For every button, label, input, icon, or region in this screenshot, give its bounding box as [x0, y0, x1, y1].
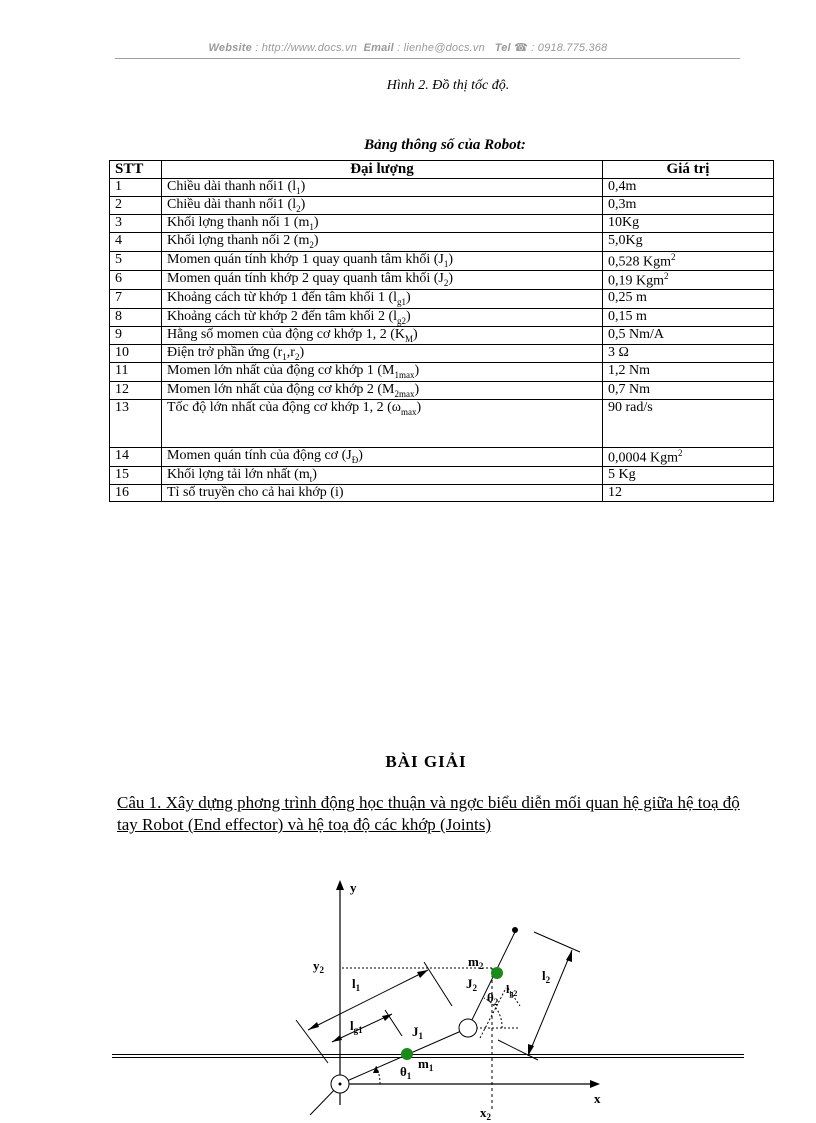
table-row — [110, 271, 774, 290]
row-quantity — [162, 233, 603, 251]
quantity-text: Momen quán tính khớp 2 quay quanh tâm khối (J — [167, 271, 444, 287]
m2-label: $m_2$ — [468, 954, 484, 971]
row-stt: 12 — [110, 381, 162, 399]
quantity-text: Chiều dài thanh nối1 (l — [167, 196, 297, 212]
row-quantity — [162, 399, 603, 447]
row-stt: 8 — [110, 308, 162, 326]
robot-arm-diagram — [280, 870, 620, 1123]
table-row — [110, 196, 774, 214]
row-stt: 15 — [110, 467, 162, 485]
solution-title: BÀI GIẢI — [385, 752, 467, 771]
l2-label: $l_2$ — [542, 968, 551, 985]
value-text: 5 Kg — [608, 467, 636, 483]
quantity-subscript: Đ — [351, 454, 359, 465]
row-quantity — [162, 215, 603, 233]
quantity-subscript: 1max — [394, 370, 415, 381]
row-quantity — [162, 308, 603, 326]
value-text: 0,528 Kgm — [608, 254, 671, 270]
quantity-text: ) — [416, 399, 422, 415]
quantity-subscript: g2 — [397, 315, 406, 326]
quantity-subscript: t — [309, 473, 313, 484]
quantity-text: ) — [448, 271, 454, 287]
row-stt: 9 — [110, 326, 162, 344]
quantity-text: ) — [300, 196, 306, 212]
table-row — [110, 233, 774, 251]
quantity-text: Tỉ số truyền cho cả hai khớp (i) — [167, 485, 344, 501]
quantity-text: Momen quán tính của động cơ (J — [167, 447, 352, 463]
row-quantity — [162, 363, 603, 381]
lg1-label: $l_{g1}$ — [350, 1018, 363, 1035]
value-superscript: 2 — [678, 447, 683, 458]
header-divider — [115, 58, 740, 59]
header-value: Giá trị — [603, 161, 774, 179]
dimension-l1-arrow-icon — [308, 1022, 319, 1030]
lg2-label: $l_{g2}$ — [506, 982, 518, 998]
row-quantity — [162, 196, 603, 214]
joint-2-icon — [459, 1019, 477, 1037]
row-value — [603, 345, 774, 363]
row-stt: 3 — [110, 215, 162, 233]
l1-label: $l_1$ — [352, 976, 361, 993]
row-value — [603, 233, 774, 251]
row-stt: 7 — [110, 290, 162, 308]
table-row — [110, 308, 774, 326]
row-quantity — [162, 271, 603, 290]
theta2-label: $\theta_2$ — [487, 990, 499, 1007]
quantity-text: Chiều dài thanh nối1 (l — [167, 178, 297, 194]
tel-label: Tel — [494, 42, 511, 54]
extension-line — [424, 962, 452, 1006]
quantity-text: ) — [414, 381, 420, 397]
m1-label: $m_1$ — [418, 1056, 434, 1073]
table-row — [110, 363, 774, 381]
row-value — [603, 251, 774, 270]
dimension-l2-arrow-icon — [566, 950, 572, 962]
axis-y-label: y — [350, 880, 357, 895]
quantity-text: ) — [413, 326, 418, 342]
theta1-label: $\theta_1$ — [400, 1064, 412, 1081]
row-quantity — [162, 485, 603, 502]
table-body — [110, 178, 774, 501]
row-stt: 10 — [110, 345, 162, 363]
header-quantity: Đại lượng — [162, 161, 603, 179]
quantity-text: Khối lợng thanh nối 1 (m — [167, 215, 310, 231]
quantity-text: ) — [414, 363, 420, 379]
table-title: Bảng thông số của Robot: — [364, 137, 526, 153]
y2-label: $y_2$ — [313, 958, 324, 975]
row-quantity — [162, 326, 603, 344]
phone-icon: ☎ — [514, 42, 528, 54]
value-superscript: 2 — [671, 251, 676, 262]
quantity-text: Điện trở phần ứng (r — [167, 345, 283, 361]
row-quantity — [162, 447, 603, 466]
page-header — [0, 41, 816, 54]
row-stt: 13 — [110, 399, 162, 447]
j2-label: $J_2$ — [466, 976, 477, 993]
row-stt: 2 — [110, 196, 162, 214]
row-value — [603, 485, 774, 502]
quantity-text: ) — [448, 251, 454, 267]
quantity-subscript: 1 — [443, 258, 449, 269]
value-text: 0,3m — [608, 196, 637, 212]
table-header-row — [110, 161, 774, 179]
quantity-subscript: 2 — [294, 351, 300, 362]
x2-label: $x_2$ — [480, 1105, 491, 1122]
row-value — [603, 290, 774, 308]
quantity-subscript: 2 — [443, 277, 449, 288]
value-text: 0,5 Nm/A — [608, 326, 664, 342]
quantity-subscript: M — [405, 333, 414, 344]
table-row — [110, 345, 774, 363]
row-quantity — [162, 178, 603, 196]
quantity-subscript: g1 — [397, 297, 406, 308]
quantity-text: ) — [406, 290, 411, 306]
quantity-text: ) — [299, 345, 305, 361]
value-text: 10Kg — [608, 215, 640, 231]
quantity-text: Khối lợng tải lớn nhất (m — [167, 467, 310, 483]
value-text: 0,15 m — [608, 308, 647, 324]
row-stt: 1 — [110, 178, 162, 196]
row-quantity — [162, 251, 603, 270]
table-row — [110, 178, 774, 196]
email-label: Email — [363, 42, 394, 54]
question-1: Câu 1. Xây dựng phơng trình động học thuận và ngợc biểu diễn mối quan hệ giữa hệ toạ độ tay Robot (End effector) và hệ toạ độ các khớp (Joints) — [117, 793, 740, 834]
row-value — [603, 326, 774, 344]
value-text: 90 rad/s — [608, 399, 653, 415]
j1-label: $J_1$ — [412, 1024, 423, 1041]
quantity-subscript: 2max — [394, 388, 415, 399]
dimension-l2 — [528, 950, 572, 1056]
value-text: 0,0004 Kgm — [608, 450, 678, 466]
link-2 — [468, 932, 518, 1028]
value-text: 1,2 Nm — [608, 363, 650, 379]
table-row — [110, 485, 774, 502]
quantity-text: Momen lớn nhất của động cơ khớp 2 (M — [167, 381, 395, 397]
table-row — [110, 381, 774, 399]
quantity-subscript: 1 — [296, 185, 301, 196]
value-text: 5,0Kg — [608, 233, 643, 249]
extension-line — [385, 1010, 402, 1036]
dimension-l2-arrow-icon — [528, 1044, 534, 1056]
row-value — [603, 447, 774, 466]
quantity-text: ,r — [286, 345, 295, 361]
extension-line — [498, 1040, 538, 1060]
row-value — [603, 178, 774, 196]
quantity-text: Khoảng cách từ khớp 2 đến tâm khối 2 (l — [167, 308, 397, 324]
value-text: 0,7 Nm — [608, 381, 650, 397]
row-stt: 6 — [110, 271, 162, 290]
quantity-text: ) — [312, 467, 317, 483]
table-row — [110, 215, 774, 233]
table-row — [110, 251, 774, 270]
mass-2-icon — [491, 967, 503, 979]
quantity-text: Momen lớn nhất của động cơ khớp 1 (M — [167, 363, 395, 379]
row-value — [603, 215, 774, 233]
row-stt: 5 — [110, 251, 162, 270]
value-superscript: 2 — [664, 271, 669, 282]
row-quantity — [162, 345, 603, 363]
header-stt: STT — [110, 161, 162, 179]
value-text: 0,4m — [608, 178, 637, 194]
row-value — [603, 381, 774, 399]
row-stt: 11 — [110, 363, 162, 381]
value-text: 3 Ω — [608, 345, 629, 361]
quantity-text: ) — [313, 215, 319, 231]
extension-line — [534, 932, 580, 952]
table-row — [110, 290, 774, 308]
quantity-text: ) — [300, 178, 306, 194]
mass-1-icon — [401, 1048, 413, 1060]
row-value — [603, 196, 774, 214]
quantity-subscript: 1 — [309, 222, 314, 233]
row-quantity — [162, 290, 603, 308]
quantity-text: ) — [358, 447, 363, 463]
quantity-subscript: 2 — [296, 203, 301, 214]
table-row — [110, 399, 774, 447]
quantity-subscript: 2 — [309, 240, 314, 251]
row-stt: 4 — [110, 233, 162, 251]
website-value[interactable]: : http://www.docs.vn — [255, 42, 358, 54]
quantity-text: Khoảng cách từ khớp 1 đến tâm khối 1 (l — [167, 290, 397, 306]
base-joint-center-icon — [339, 1083, 342, 1086]
tel-value: : 0918.775.368 — [531, 42, 608, 54]
y-axis-arrow-icon — [336, 880, 344, 890]
row-value — [603, 308, 774, 326]
email-value[interactable]: : lienhe@docs.vn — [397, 42, 485, 54]
row-value — [603, 271, 774, 290]
value-text: 0,25 m — [608, 290, 647, 306]
axis-x-label: x — [594, 1091, 601, 1106]
row-value — [603, 467, 774, 485]
quantity-subscript: max — [401, 406, 417, 417]
row-quantity — [162, 381, 603, 399]
row-quantity — [162, 467, 603, 485]
quantity-text: Khối lợng thanh nối 2 (m — [167, 233, 310, 249]
quantity-text: Hằng số momen của động cơ khớp 1, 2 (K — [167, 326, 405, 342]
row-stt: 16 — [110, 485, 162, 502]
table-row — [110, 447, 774, 466]
figure-caption: Hình 2. Đồ thị tốc độ. — [386, 78, 510, 93]
row-stt: 14 — [110, 447, 162, 466]
value-text: 12 — [608, 485, 622, 501]
quantity-text: Momen quán tính khớp 1 quay quanh tâm khối (J — [167, 251, 444, 267]
row-value — [603, 399, 774, 447]
robot-parameters-table — [109, 160, 774, 502]
end-effector-icon — [512, 927, 518, 933]
website-label: Website — [208, 42, 252, 54]
dimension-l1 — [308, 970, 428, 1030]
quantity-text: Tốc độ lớn nhất của động cơ khớp 1, 2 (ω — [167, 399, 401, 415]
quantity-text: ) — [313, 233, 319, 249]
dimension-l1-arrow-icon — [417, 970, 428, 978]
table-row — [110, 326, 774, 344]
quantity-subscript: 1 — [282, 351, 287, 362]
value-text: 0,19 Kgm — [608, 273, 664, 289]
row-value — [603, 363, 774, 381]
x-axis-arrow-icon — [590, 1080, 600, 1088]
quantity-text: ) — [406, 308, 411, 324]
table-row — [110, 467, 774, 485]
